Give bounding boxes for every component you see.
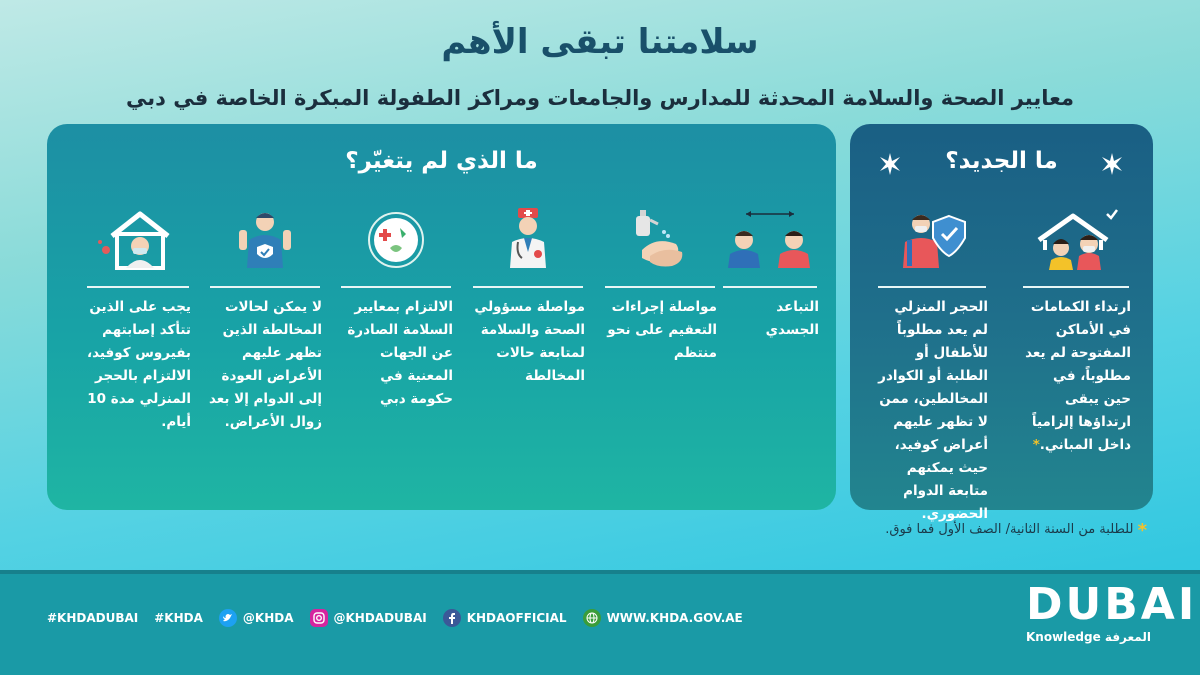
unchanged-item-symptoms xyxy=(202,124,328,510)
unchanged-item-text: مواصلة إجراءات التعقيم على نحو منتظم xyxy=(607,299,717,361)
divider xyxy=(87,286,189,288)
twitter-link[interactable]: @KHDA xyxy=(219,609,294,627)
physical-distancing-icon xyxy=(715,206,825,278)
hashtag-khdadubai[interactable]: #KHDADUBAI xyxy=(47,611,139,625)
divider xyxy=(605,286,715,288)
new-item-text: الحجر المنزلي لم يعد مطلوباً للأطفال أو الطلبة أو الكوادر المخالطين، ممن لا تظهر عليهم أعراض كوفيد، حيث يمكنهم متابعة الدوام الحضوري. xyxy=(878,299,988,522)
new-item-text: ارتداء الكمامات في الأماكن المفتوحة لم يعد مطلوباً، في حين يبقى ارتداؤها إلزامياً داخل المباني.* xyxy=(1025,299,1131,453)
footer-strip xyxy=(0,570,1200,574)
outdoor-masks-icon xyxy=(1015,206,1137,278)
logo-sub: Knowledge المعرفة xyxy=(1026,630,1151,644)
unchanged-item-home-isolation xyxy=(79,124,197,510)
unchanged-item-sanitizing xyxy=(597,124,723,510)
unchanged-panel xyxy=(47,124,836,510)
facebook-icon xyxy=(443,609,461,627)
divider xyxy=(723,286,817,288)
footnote: * للطلبة من السنة الثانية/ الصف الأول فما فوق. xyxy=(885,520,1147,541)
quarantine-icon xyxy=(870,206,994,278)
divider xyxy=(473,286,583,288)
safety-standards-seal-icon xyxy=(333,206,459,278)
instagram-link[interactable]: @KHDADUBAI xyxy=(310,609,427,627)
new-item-masks xyxy=(1015,124,1137,510)
instagram-icon xyxy=(310,609,328,627)
health-officer-icon xyxy=(465,206,591,278)
hand-sanitizing-icon xyxy=(597,206,723,278)
unchanged-item-standards xyxy=(333,124,459,510)
website-link[interactable]: WWW.KHDA.GOV.AE xyxy=(583,609,743,627)
unchanged-item-text: الالتزام بمعايير السلامة الصادرة عن الجهات المعنية في حكومة دبي xyxy=(347,299,453,407)
twitter-icon xyxy=(219,609,237,627)
unchanged-item-officers xyxy=(465,124,591,510)
globe-icon xyxy=(583,609,601,627)
hashtag-khda[interactable]: #KHDA xyxy=(154,611,203,625)
unchanged-item-text: لا يمكن لحالات المخالطة الذين تظهر عليهم الأعراض العودة إلى الدوام إلا بعد زوال الأعراض. xyxy=(208,299,322,430)
divider xyxy=(341,286,451,288)
new-title: ما الجديد؟ xyxy=(945,148,1058,174)
footer xyxy=(0,570,1200,675)
page-title: سلامتنا تبقى الأهم xyxy=(441,22,759,62)
unchanged-item-text: مواصلة مسؤولي الصحة والسلامة لمتابعة حالات المخالطة xyxy=(474,299,585,384)
unchanged-item-distancing xyxy=(715,124,825,510)
divider xyxy=(878,286,986,288)
logo-main: DUBAI xyxy=(1026,579,1198,630)
unchanged-title: ما الذي لم يتغيّر؟ xyxy=(345,148,538,174)
new-item-quarantine xyxy=(870,124,994,522)
social-bar xyxy=(47,606,759,630)
new-panel xyxy=(850,124,1153,522)
home-isolation-icon xyxy=(79,206,197,278)
unchanged-item-text: يجب على الذين تتأكد إصابتهم بفيروس كوفيد، الالتزام بالحجر المنزلي مدة 10 أيام. xyxy=(86,299,191,430)
divider xyxy=(210,286,320,288)
dubai-logo xyxy=(1026,579,1198,662)
student-shield-icon xyxy=(202,206,328,278)
divider xyxy=(1023,286,1129,288)
unchanged-item-text: التباعد الجسدي xyxy=(765,299,819,338)
page-subtitle: معايير الصحة والسلامة المحدثة للمدارس والجامعات ومراكز الطفولة المبكرة الخاصة في دبي xyxy=(126,86,1074,110)
facebook-link[interactable]: KHDAOFFICIAL xyxy=(443,609,567,627)
